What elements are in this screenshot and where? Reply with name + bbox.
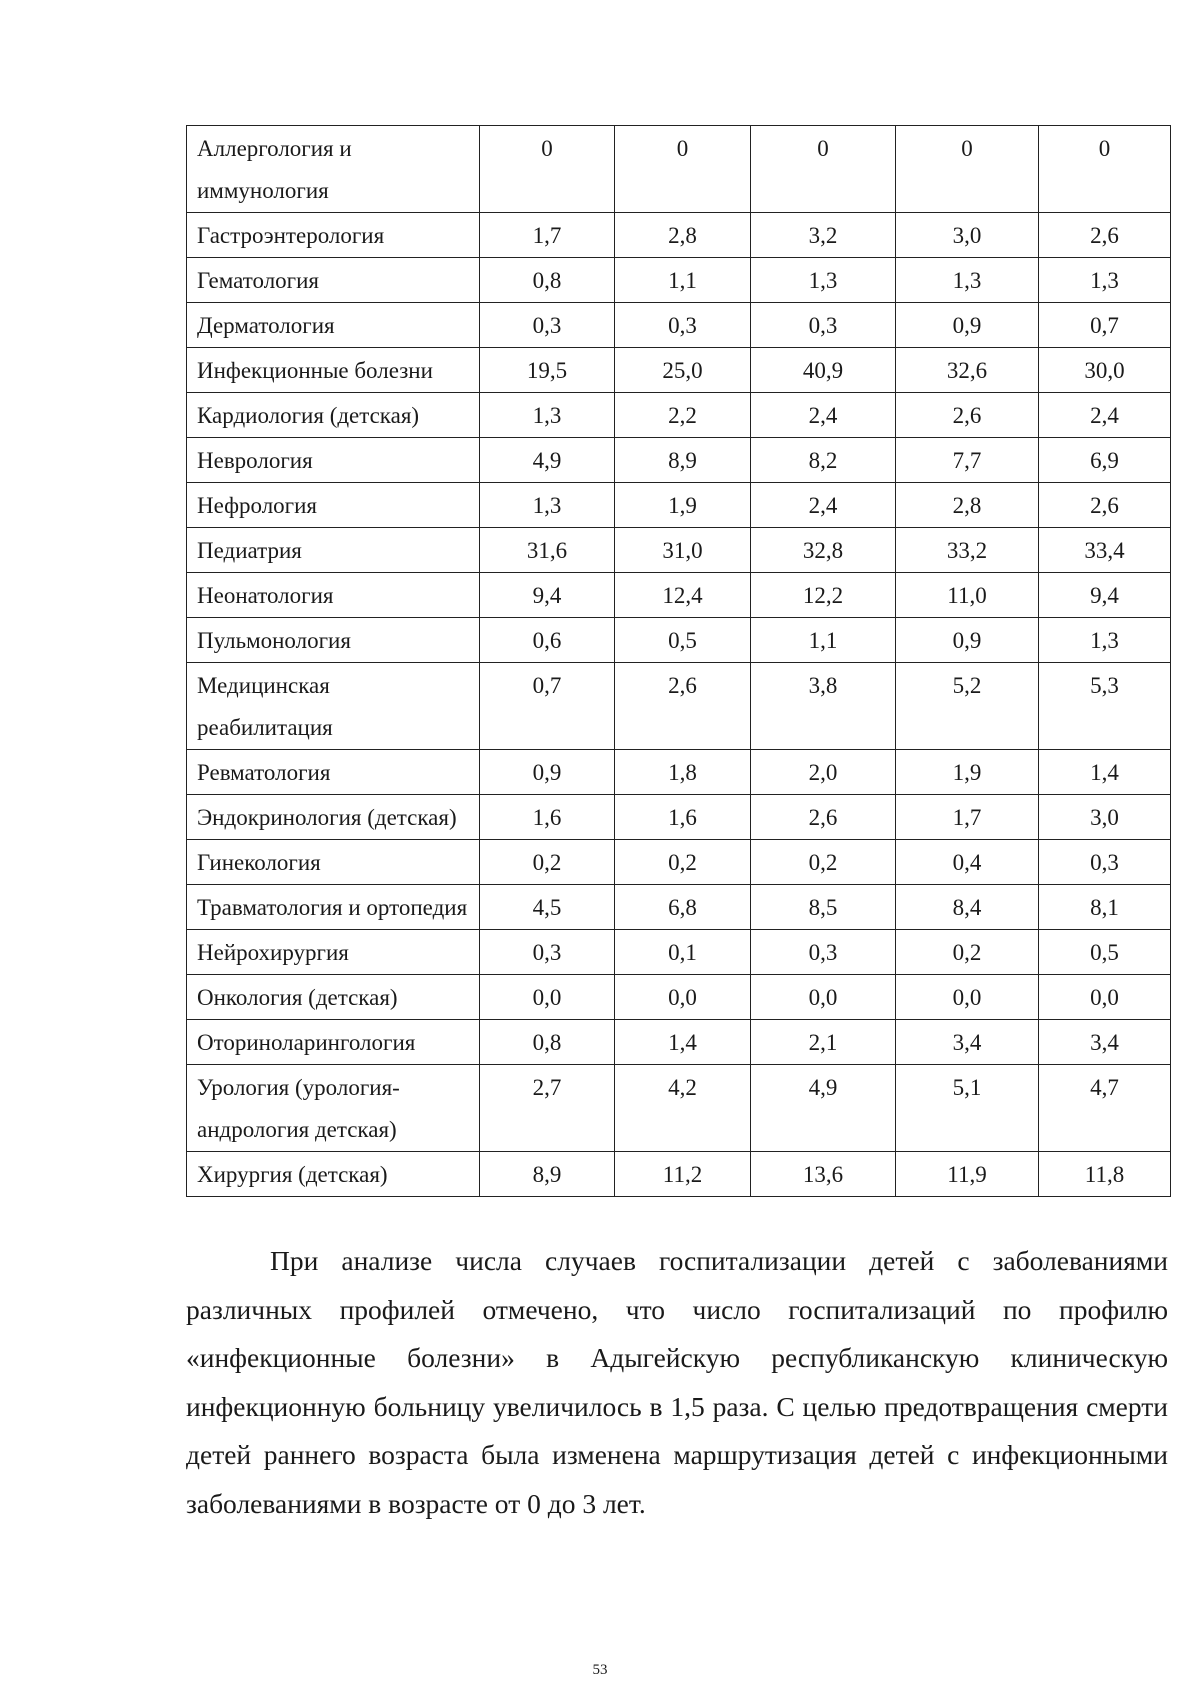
row-label: Дерматология (187, 303, 480, 348)
table-cell: 0,9 (896, 303, 1039, 348)
row-label: Нефрология (187, 483, 480, 528)
table-cell: 0,8 (480, 1020, 615, 1065)
table-body (187, 126, 1171, 1197)
table-cell: 0,0 (480, 975, 615, 1020)
row-label: Урология (урология-андрология детская) (187, 1065, 480, 1152)
table-cell: 1,7 (480, 213, 615, 258)
table-cell: 2,6 (1039, 213, 1171, 258)
row-label: Гематология (187, 258, 480, 303)
table-cell: 3,8 (751, 663, 896, 750)
table-cell: 1,6 (615, 795, 751, 840)
table-cell: 2,6 (615, 663, 751, 750)
row-label: Ревматология (187, 750, 480, 795)
table-cell: 0,2 (896, 930, 1039, 975)
row-label: Инфекционные болезни (187, 348, 480, 393)
table-cell: 2,2 (615, 393, 751, 438)
table-cell: 31,6 (480, 528, 615, 573)
table-cell: 3,0 (1039, 795, 1171, 840)
table-cell: 8,2 (751, 438, 896, 483)
table-cell: 0,5 (615, 618, 751, 663)
table-row (187, 126, 1171, 213)
table-cell: 11,9 (896, 1152, 1039, 1197)
table-row (187, 618, 1171, 663)
table-cell: 1,9 (896, 750, 1039, 795)
table-cell: 8,5 (751, 885, 896, 930)
table-cell: 1,3 (751, 258, 896, 303)
table-cell: 12,2 (751, 573, 896, 618)
table-row (187, 303, 1171, 348)
table-cell: 33,2 (896, 528, 1039, 573)
table-cell: 0,9 (480, 750, 615, 795)
table-cell: 33,4 (1039, 528, 1171, 573)
table-cell: 2,6 (1039, 483, 1171, 528)
table-cell: 5,2 (896, 663, 1039, 750)
row-label: Онкология (детская) (187, 975, 480, 1020)
table-cell: 9,4 (1039, 573, 1171, 618)
table-cell: 0,0 (896, 975, 1039, 1020)
table-cell: 0,7 (480, 663, 615, 750)
table-row (187, 663, 1171, 750)
table-cell: 40,9 (751, 348, 896, 393)
table-cell: 0,7 (1039, 303, 1171, 348)
row-label: Аллергология и иммунология (187, 126, 480, 213)
table-cell: 1,4 (615, 1020, 751, 1065)
table-cell: 6,9 (1039, 438, 1171, 483)
table-cell: 0,5 (1039, 930, 1171, 975)
table-cell: 1,6 (480, 795, 615, 840)
row-label: Хирургия (детская) (187, 1152, 480, 1197)
table-cell: 5,1 (896, 1065, 1039, 1152)
table-cell: 5,3 (1039, 663, 1171, 750)
table-cell: 0,0 (1039, 975, 1171, 1020)
table-cell: 3,4 (896, 1020, 1039, 1065)
table-row (187, 213, 1171, 258)
table-cell: 0,3 (1039, 840, 1171, 885)
table-cell: 2,1 (751, 1020, 896, 1065)
table-row (187, 438, 1171, 483)
table-cell: 2,6 (896, 393, 1039, 438)
table-cell: 1,1 (751, 618, 896, 663)
table-cell: 32,8 (751, 528, 896, 573)
table-cell: 2,4 (751, 393, 896, 438)
table-cell: 0,0 (751, 975, 896, 1020)
table-cell: 6,8 (615, 885, 751, 930)
table-cell: 0,3 (751, 930, 896, 975)
table-cell: 12,4 (615, 573, 751, 618)
table-cell: 0,3 (480, 930, 615, 975)
row-label: Травматология и ортопедия (187, 885, 480, 930)
table-cell: 1,3 (480, 483, 615, 528)
table-row (187, 1020, 1171, 1065)
table-cell: 0,8 (480, 258, 615, 303)
row-label: Пульмонология (187, 618, 480, 663)
table-cell: 0 (1039, 126, 1171, 213)
table-row (187, 840, 1171, 885)
table-cell: 1,3 (1039, 258, 1171, 303)
row-label: Медицинская реабилитация (187, 663, 480, 750)
table-cell: 32,6 (896, 348, 1039, 393)
table-row (187, 930, 1171, 975)
table-cell: 8,1 (1039, 885, 1171, 930)
row-label: Педиатрия (187, 528, 480, 573)
row-label: Гинекология (187, 840, 480, 885)
table-row (187, 750, 1171, 795)
hospitalization-table (186, 125, 1171, 1197)
table-cell: 3,2 (751, 213, 896, 258)
table-cell: 0,2 (751, 840, 896, 885)
table-row (187, 258, 1171, 303)
table-cell: 1,8 (615, 750, 751, 795)
table-cell: 0,3 (615, 303, 751, 348)
table-row (187, 795, 1171, 840)
table-cell: 0 (896, 126, 1039, 213)
table-row (187, 573, 1171, 618)
table-cell: 2,7 (480, 1065, 615, 1152)
table-cell: 3,4 (1039, 1020, 1171, 1065)
row-label: Кардиология (детская) (187, 393, 480, 438)
row-label: Неврология (187, 438, 480, 483)
table-cell: 2,8 (896, 483, 1039, 528)
table-cell: 0 (751, 126, 896, 213)
table-cell: 0,6 (480, 618, 615, 663)
table-cell: 0 (615, 126, 751, 213)
table-cell: 25,0 (615, 348, 751, 393)
row-label: Неонатология (187, 573, 480, 618)
table-cell: 11,2 (615, 1152, 751, 1197)
table-cell: 0,3 (751, 303, 896, 348)
table-cell: 4,7 (1039, 1065, 1171, 1152)
table-row (187, 528, 1171, 573)
table-cell: 2,8 (615, 213, 751, 258)
table-cell: 31,0 (615, 528, 751, 573)
table-cell: 1,1 (615, 258, 751, 303)
table-cell: 0 (480, 126, 615, 213)
table-cell: 11,0 (896, 573, 1039, 618)
row-label: Эндокринология (детская) (187, 795, 480, 840)
row-label: Гастроэнтерология (187, 213, 480, 258)
table-cell: 1,9 (615, 483, 751, 528)
table-cell: 13,6 (751, 1152, 896, 1197)
table-cell: 11,8 (1039, 1152, 1171, 1197)
table-cell: 0,0 (615, 975, 751, 1020)
table-cell: 1,4 (1039, 750, 1171, 795)
table-row (187, 483, 1171, 528)
table-row (187, 1152, 1171, 1197)
table-row (187, 348, 1171, 393)
table-cell: 0,2 (480, 840, 615, 885)
table-cell: 7,7 (896, 438, 1039, 483)
table-cell: 2,4 (1039, 393, 1171, 438)
table-cell: 2,6 (751, 795, 896, 840)
table-row (187, 885, 1171, 930)
table-cell: 2,0 (751, 750, 896, 795)
table-cell: 0,3 (480, 303, 615, 348)
page-number: 53 (592, 1662, 608, 1678)
table-cell: 3,0 (896, 213, 1039, 258)
table-cell: 0,1 (615, 930, 751, 975)
table-cell: 1,3 (1039, 618, 1171, 663)
table-cell: 19,5 (480, 348, 615, 393)
table-cell: 0,4 (896, 840, 1039, 885)
table-row (187, 393, 1171, 438)
body-paragraph: При анализе числа случаев госпитализации детей с заболеваниями различных профилей отмечено, что число госпитализаций по профилю «инфекционные болезни» в Адыгейскую республиканскую клиническую инфекционную больницу увеличилось в 1,5 раза. С целью предотвращения смерти детей раннего возраста была изменена маршрутизация детей с инфекционными заболеваниями в возрасте от 0 до 3 лет. (186, 1245, 1168, 1519)
table-cell: 8,4 (896, 885, 1039, 930)
table-cell: 1,7 (896, 795, 1039, 840)
table-cell: 9,4 (480, 573, 615, 618)
table-cell: 0,2 (615, 840, 751, 885)
table-cell: 8,9 (615, 438, 751, 483)
row-label: Нейрохирургия (187, 930, 480, 975)
table-cell: 0,9 (896, 618, 1039, 663)
table-cell: 4,2 (615, 1065, 751, 1152)
table-cell: 4,9 (480, 438, 615, 483)
table-row (187, 1065, 1171, 1152)
table-cell: 1,3 (896, 258, 1039, 303)
table-cell: 30,0 (1039, 348, 1171, 393)
table-cell: 8,9 (480, 1152, 615, 1197)
table-cell: 4,9 (751, 1065, 896, 1152)
table-cell: 1,3 (480, 393, 615, 438)
table-cell: 4,5 (480, 885, 615, 930)
table-row (187, 975, 1171, 1020)
row-label: Оториноларингология (187, 1020, 480, 1065)
table-cell: 2,4 (751, 483, 896, 528)
